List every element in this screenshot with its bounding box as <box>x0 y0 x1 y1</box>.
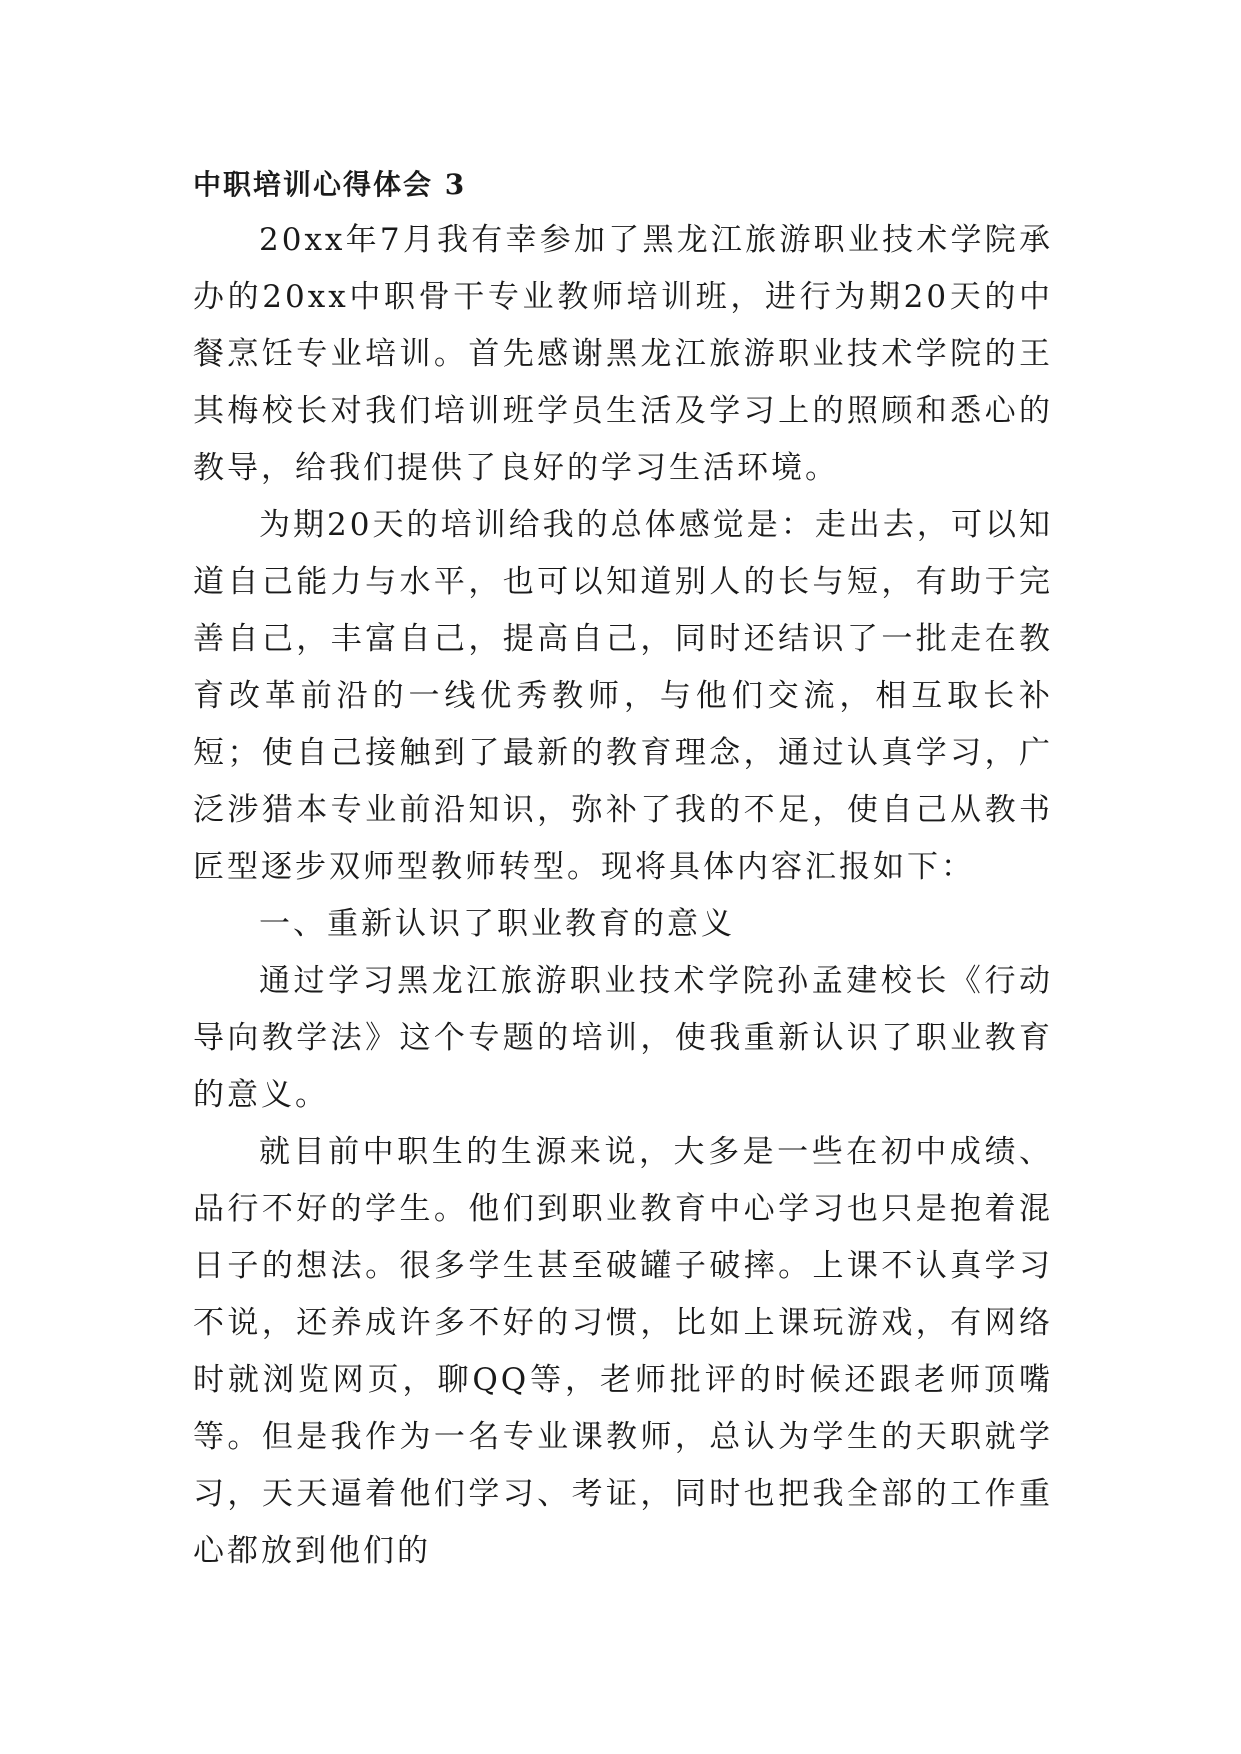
paragraph-intro: 20xx年7月我有幸参加了黑龙江旅游职业技术学院承办的20xx中职骨干专业教师培训班，进行为期20天的中餐烹饪专业培训。首先感谢黑龙江旅游职业技术学院的王其梅校长对我们培训班学员生活及学习上的照顾和悉心的教导，给我们提供了良好的学习生活环境。 <box>193 222 1053 486</box>
paragraph-overall-impression: 为期20天的培训给我的总体感觉是：走出去，可以知道自己能力与水平，也可以知道别人的长与短，有助于完善自己，丰富自己，提高自己，同时还结识了一批走在教育改革前沿的一线优秀教师，与他们交流，相互取长补短；使自己接触到了最新的教育理念，通过认真学习，广泛涉猎本专业前沿知识，弥补了我的不足，使自己从教书匠型逐步双师型教师转型。现将具体内容汇报如下： <box>193 507 1053 885</box>
document-title: 中职培训心得体会 3 <box>193 168 467 201</box>
paragraph-students: 就目前中职生的生源来说，大多是一些在初中成绩、品行不好的学生。他们到职业教育中心学习也只是抱着混日子的想法。很多学生甚至破罐子破摔。上课不认真学习不说，还养成许多不好的习惯，比如上课玩游戏，有网络时就浏览网页，聊QQ等，老师批评的时候还跟老师顶嘴等。但是我作为一名专业课教师，总认为学生的天职就学习，天天逼着他们学习、考证，同时也把我全部的工作重心都放到他们的 <box>193 1134 1053 1569</box>
section-heading-1: 一、重新认识了职业教育的意义 <box>259 906 735 942</box>
paragraph-section-1-intro: 通过学习黑龙江旅游职业技术学院孙孟建校长《行动导向教学法》这个专题的培训，使我重新认识了职业教育的意义。 <box>193 963 1053 1113</box>
document-body <box>193 212 1053 1580</box>
